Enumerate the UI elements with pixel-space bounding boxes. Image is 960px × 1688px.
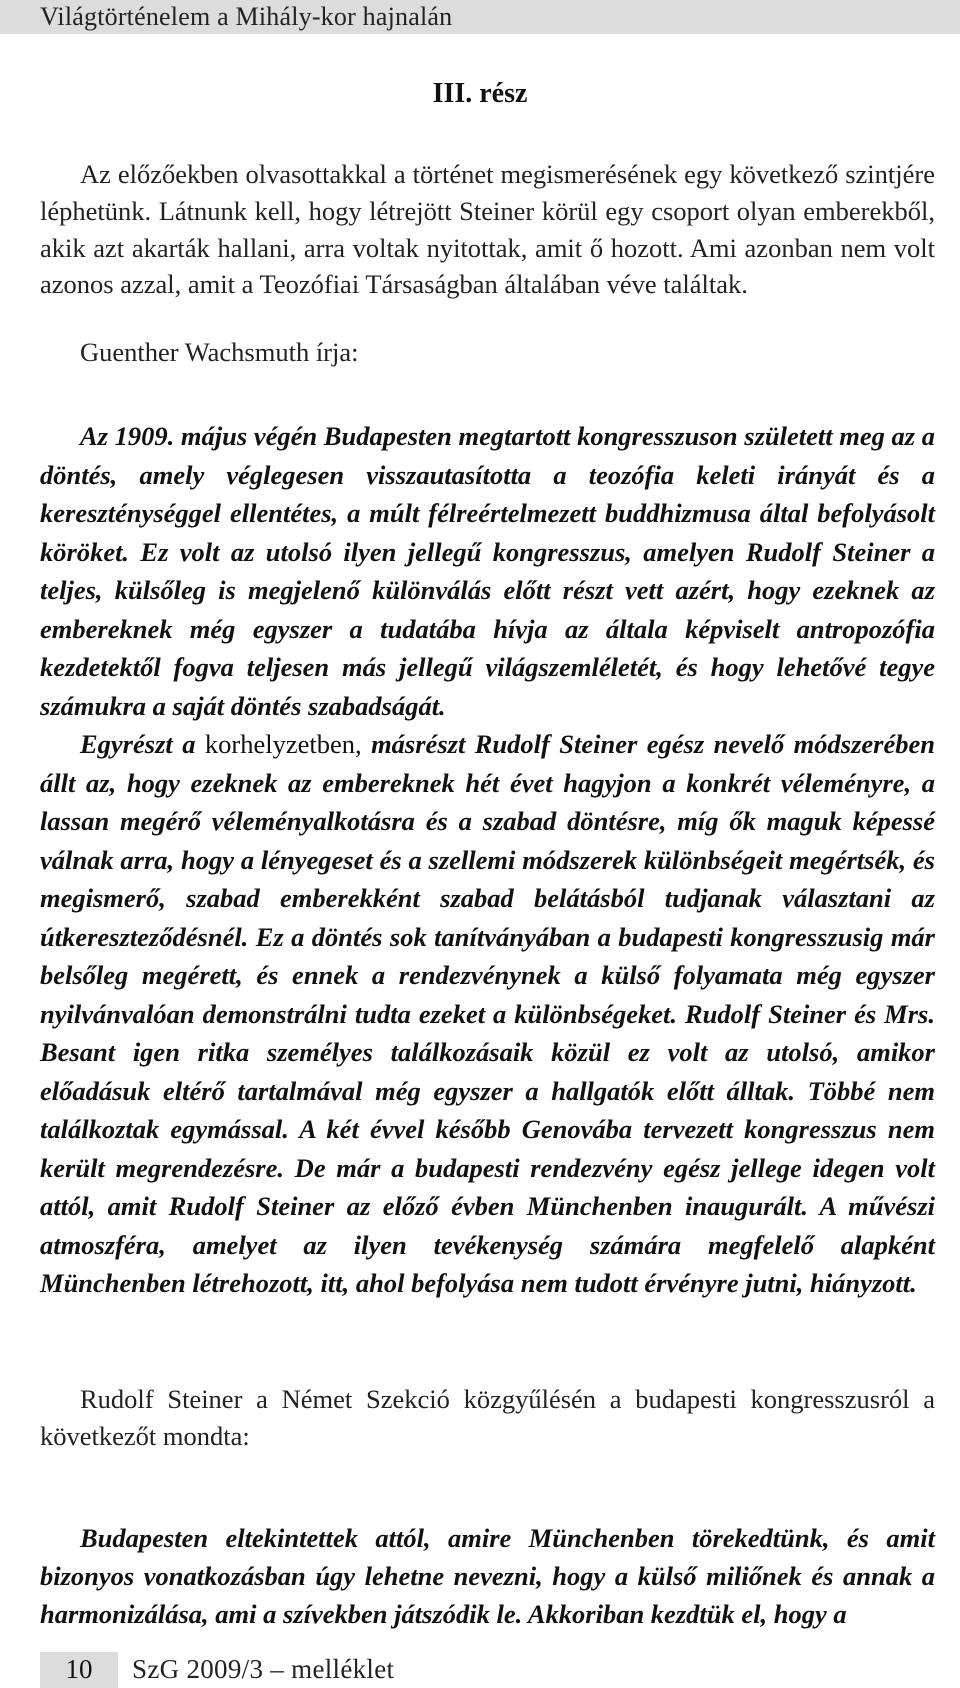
running-title: Világtörténelem a Mihály-kor hajnalán [40, 2, 453, 31]
author-attribution: Guenther Wachsmuth írja: [80, 337, 359, 367]
quote-paragraph-2 [40, 725, 935, 1303]
publication-footer: SzG 2009/3 – melléklet [132, 1654, 395, 1684]
steiner-intro-text [40, 1381, 935, 1455]
intro-text [40, 156, 935, 303]
steiner-quote [40, 1519, 935, 1633]
steiner-intro-paragraph: Rudolf Steiner a Német Szekció közgyűlésén a budapesti kongresszusról a következőt mondta: [40, 1384, 935, 1451]
intro-paragraph: Az előzőekben olvasottakkal a történet megismerésének egy következő szintjére léphetünk. Látnunk kell, hogy létrejött Steiner körül egy csoport olyan emberekből, akik azt akarták hallani, arra voltak nyitottak, amit ő hozott. Ami azonban nem volt azonos azzal, amit a Teozófiai Társaságban általában véve találtak. [40, 159, 935, 300]
running-header-bar [0, 0, 960, 34]
wachsmuth-quote [40, 417, 935, 1303]
steiner-quote-paragraph: Budapesten eltekintettek attól, amire Münchenben törekedtünk, és amit bizonyos vonatkozásban úgy lehetne nevezni, hogy a külső miliőnek és annak a harmonizálása, ami a szívekben játszódik le. Akkoriban kezdtük el, hogy a [40, 1523, 935, 1629]
page-number-box [40, 1652, 118, 1688]
section-title: III. rész [432, 78, 528, 109]
page-number: 10 [65, 1654, 93, 1684]
quote-paragraph-1: Az 1909. május végén Budapesten megtartott kongresszuson született meg az a döntés, amely véglegesen visszautasította a teozófia keleti irányát és a kereszténységgel ellentétes, a múlt félreértelmezett buddhizmusa által befolyásolt köröket. Ez volt az utolsó ilyen jellegű kongresszus, amelyen Rudolf Steiner a teljes, külsőleg is megjelenő különválás előtt részt vett azért, hogy ezeknek az embereknek még egyszer a tudatába hívja az általa képviselt antropozófia kezdetektől fogva teljesen más jellegű világszemléletét, és hogy lehetővé tegye számukra a saját döntés szabadságát. [40, 421, 935, 721]
quote-paragraph-2-rest: másrészt Rudolf Steiner egész nevelő módszerében állt az, hogy ezeknek az embereknek hét évet hagyjon a konkrét véleményre, a lassan megérő véleményalkotásra és a szabad döntésre, míg ők maguk képessé válnak arra, hogy a lényegeset és a szellemi módszerek különbségeit megértsék, és megismerő, szabad emberekként szabad belátásból tudjanak választani az útkereszteződésnél. Ez a döntés sok tanítványában a budapesti kongresszusig már belsőleg megérett, és ennek a rendezvénynek a külső folyamata még egyszer nyilvánvalóan demonstrálni tudta ezeket a különbségeket. Rudolf Steiner és Mrs. Besant igen ritka személyes találkozásaik közül ez volt az utolsó, amikor előadásuk eltérő tartalmával még egyszer a hallgatók előtt álltak. Többé nem találkoztak egymással. A két évvel később Genovába tervezett kongresszus nem került megrendezésre. De már a budapesti rendezvény egész jellege idegen volt attól, amit Rudolf Steiner az előző évben Münchenben inaugurált. A művészi atmoszféra, amelyet az ilyen tevékenység számára megfelelő alapként Münchenben létrehozott, itt, ahol befolyása nem tudott érvényre jutni, hiányzott. [40, 729, 935, 1298]
quote-paragraph-2-plain: korhelyzetben, [204, 729, 362, 759]
quote-paragraph-2-start: Egyrészt a [80, 729, 205, 759]
